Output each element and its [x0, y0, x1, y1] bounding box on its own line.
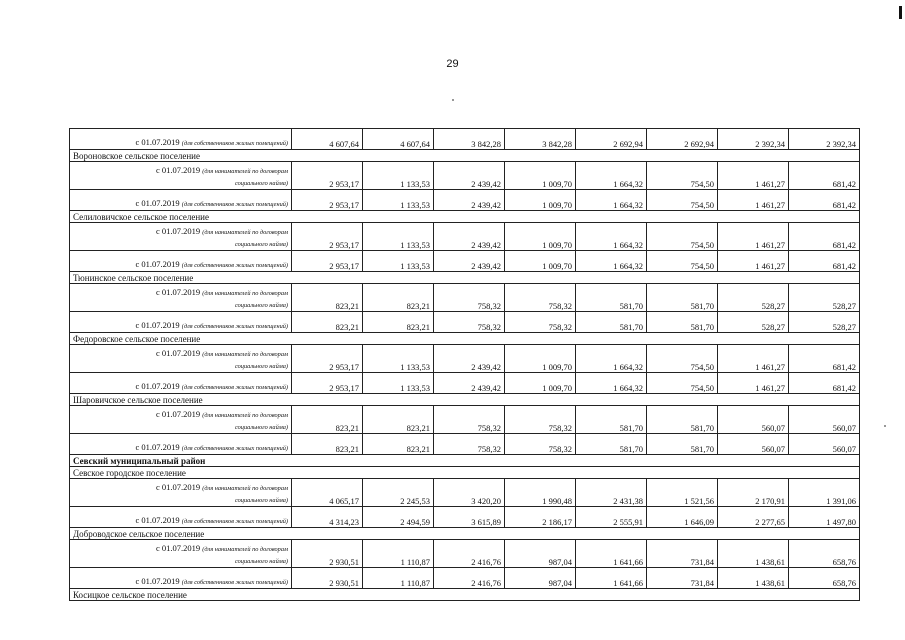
tariff-value: 758,32 [505, 406, 576, 434]
date-label: с 01.07.2019 [135, 381, 180, 391]
tariff-table [69, 128, 860, 601]
category-owners [70, 312, 292, 333]
tariff-value: 2 692,94 [647, 129, 718, 150]
table-row [70, 162, 860, 190]
tariff-value: 987,04 [505, 568, 576, 589]
tariff-value: 4 607,64 [292, 129, 363, 150]
tariff-value: 754,50 [647, 345, 718, 373]
tariff-value: 681,42 [789, 251, 860, 272]
tariff-value: 560,07 [789, 434, 860, 455]
tariff-value: 823,21 [363, 284, 434, 312]
tariff-value: 581,70 [647, 406, 718, 434]
settlement-title: Севское городское поселение [70, 467, 860, 479]
tariff-value: 754,50 [647, 162, 718, 190]
tariff-value: 758,32 [434, 284, 505, 312]
settlement-title: Федоровское сельское поселение [70, 333, 860, 345]
tariff-value: 581,70 [647, 284, 718, 312]
category-note: (для собственников жилых помещений) [181, 201, 288, 208]
category-note: (для нанимателей по договорам [202, 168, 288, 175]
tariff-value: 2 930,51 [292, 568, 363, 589]
category-note: (для нанимателей по договорам [202, 290, 288, 297]
tariff-value: 754,50 [647, 190, 718, 211]
tariff-value: 681,42 [789, 162, 860, 190]
category-note: социального найма) [235, 241, 288, 248]
tariff-value: 2 439,42 [434, 251, 505, 272]
scan-speck [884, 425, 886, 427]
category-renters [70, 345, 292, 373]
settlement-title: Селиловичское сельское поселение [70, 211, 860, 223]
tariff-value: 823,21 [363, 312, 434, 333]
table-row [70, 129, 860, 150]
tariff-value: 2 277,65 [718, 507, 789, 528]
tariff-value: 681,42 [789, 373, 860, 394]
table-row [70, 394, 860, 406]
category-owners [70, 251, 292, 272]
tariff-value: 581,70 [576, 284, 647, 312]
table-row [70, 190, 860, 211]
tariff-value: 823,21 [292, 312, 363, 333]
tariff-value: 581,70 [576, 312, 647, 333]
tariff-value: 1 009,70 [505, 345, 576, 373]
table-row [70, 467, 860, 479]
tariff-value: 1 133,53 [363, 223, 434, 251]
tariff-value: 1 497,80 [789, 507, 860, 528]
date-label: с 01.07.2019 [155, 348, 201, 358]
tariff-value: 758,32 [505, 434, 576, 455]
tariff-value: 581,70 [647, 312, 718, 333]
tariff-value: 528,27 [789, 312, 860, 333]
tariff-value: 2 245,53 [363, 479, 434, 507]
table-row [70, 150, 860, 162]
tariff-value: 581,70 [647, 434, 718, 455]
settlement-title: Косицкое сельское поселение [70, 589, 860, 601]
table-row [70, 568, 860, 589]
category-owners [70, 507, 292, 528]
table-row [70, 211, 860, 223]
tariff-value: 1 461,27 [718, 223, 789, 251]
tariff-value: 731,84 [647, 540, 718, 568]
category-note: (для собственников жилых помещений) [181, 323, 288, 330]
tariff-value: 2 186,17 [505, 507, 576, 528]
table-row [70, 284, 860, 312]
tariff-value: 731,84 [647, 568, 718, 589]
tariff-value: 528,27 [718, 312, 789, 333]
tariff-value: 1 133,53 [363, 251, 434, 272]
tariff-value: 2 953,17 [292, 190, 363, 211]
tariff-value: 823,21 [292, 406, 363, 434]
category-renters [70, 479, 292, 507]
tariff-value: 754,50 [647, 373, 718, 394]
date-label: с 01.07.2019 [135, 137, 180, 147]
tariff-value: 758,32 [434, 434, 505, 455]
tariff-value: 1 009,70 [505, 190, 576, 211]
tariff-value: 1 009,70 [505, 162, 576, 190]
tariff-value: 2 494,59 [363, 507, 434, 528]
category-note: социального найма) [235, 424, 288, 431]
tariff-value: 823,21 [363, 434, 434, 455]
category-owners [70, 568, 292, 589]
date-label: с 01.07.2019 [155, 287, 201, 297]
page-number: 29 [446, 58, 459, 70]
tariff-value: 2 953,17 [292, 162, 363, 190]
tariff-value: 1 110,87 [363, 540, 434, 568]
category-note: (для собственников жилых помещений) [181, 445, 288, 452]
date-label: с 01.07.2019 [135, 515, 180, 525]
tariff-value: 4 065,17 [292, 479, 363, 507]
tariff-value: 754,50 [647, 251, 718, 272]
tariff-value: 754,50 [647, 223, 718, 251]
tariff-value: 2 953,17 [292, 223, 363, 251]
category-renters [70, 162, 292, 190]
tariff-value: 987,04 [505, 540, 576, 568]
tariff-value: 1 664,32 [576, 345, 647, 373]
tariff-value: 658,76 [789, 540, 860, 568]
tariff-value: 3 842,28 [505, 129, 576, 150]
tariff-value: 1 461,27 [718, 190, 789, 211]
tariff-value: 1 133,53 [363, 162, 434, 190]
tariff-value: 560,07 [718, 434, 789, 455]
tariff-value: 758,32 [434, 312, 505, 333]
tariff-value: 1 664,32 [576, 251, 647, 272]
category-renters [70, 406, 292, 434]
tariff-value: 2 416,76 [434, 568, 505, 589]
tariff-value: 2 930,51 [292, 540, 363, 568]
category-note: (для собственников жилых помещений) [181, 140, 288, 147]
table-row [70, 507, 860, 528]
tariff-value: 1 664,32 [576, 373, 647, 394]
settlement-title: Шаровичское сельское поселение [70, 394, 860, 406]
tariff-value: 3 615,89 [434, 507, 505, 528]
tariff-value: 2 439,42 [434, 373, 505, 394]
table-row [70, 272, 860, 284]
tariff-value: 1 521,56 [647, 479, 718, 507]
tariff-value: 2 953,17 [292, 373, 363, 394]
date-label: с 01.07.2019 [155, 543, 201, 553]
date-label: с 01.07.2019 [135, 259, 180, 269]
tariff-value: 2 392,34 [789, 129, 860, 150]
tariff-value: 1 641,66 [576, 568, 647, 589]
category-note: (для собственников жилых помещений) [181, 518, 288, 525]
table-row [70, 434, 860, 455]
table-row [70, 455, 860, 467]
tariff-value: 4 314,23 [292, 507, 363, 528]
table-row [70, 333, 860, 345]
tariff-value: 560,07 [789, 406, 860, 434]
table-row [70, 406, 860, 434]
category-owners [70, 190, 292, 211]
date-label: с 01.07.2019 [135, 576, 180, 586]
tariff-value: 1 461,27 [718, 345, 789, 373]
tariff-value: 1 461,27 [718, 373, 789, 394]
tariff-value: 1 646,09 [647, 507, 718, 528]
table-row [70, 540, 860, 568]
category-note: (для собственников жилых помещений) [181, 262, 288, 269]
tariff-value: 1 664,32 [576, 162, 647, 190]
category-note: (для собственников жилых помещений) [181, 384, 288, 391]
tariff-value: 2 953,17 [292, 345, 363, 373]
tariff-value: 2 439,42 [434, 223, 505, 251]
tariff-value: 528,27 [789, 284, 860, 312]
tariff-value: 658,76 [789, 568, 860, 589]
tariff-value: 758,32 [434, 406, 505, 434]
category-note: социального найма) [235, 302, 288, 309]
tariff-value: 3 420,20 [434, 479, 505, 507]
tariff-value: 528,27 [718, 284, 789, 312]
tariff-value: 2 692,94 [576, 129, 647, 150]
tariff-value: 2 431,38 [576, 479, 647, 507]
category-note: (для нанимателей по договорам [202, 485, 288, 492]
tariff-value: 823,21 [292, 284, 363, 312]
tariff-value: 1 641,66 [576, 540, 647, 568]
category-note: социального найма) [235, 558, 288, 565]
table-row [70, 312, 860, 333]
date-label: с 01.07.2019 [155, 226, 201, 236]
tariff-value: 2 953,17 [292, 251, 363, 272]
settlement-title: Вороновское сельское поселение [70, 150, 860, 162]
category-renters [70, 540, 292, 568]
table-row [70, 223, 860, 251]
category-renters [70, 284, 292, 312]
table-row [70, 373, 860, 394]
category-note: (для нанимателей по договорам [202, 351, 288, 358]
tariff-value: 1 664,32 [576, 190, 647, 211]
tariff-value: 681,42 [789, 190, 860, 211]
tariff-value: 1 009,70 [505, 373, 576, 394]
tariff-value: 560,07 [718, 406, 789, 434]
date-label: с 01.07.2019 [135, 198, 180, 208]
tariff-value: 1 133,53 [363, 373, 434, 394]
tariff-value: 1 009,70 [505, 223, 576, 251]
table-row [70, 528, 860, 540]
table-row [70, 345, 860, 373]
tariff-value: 1 438,61 [718, 568, 789, 589]
category-note: социального найма) [235, 363, 288, 370]
tariff-value: 2 439,42 [434, 190, 505, 211]
category-note: (для нанимателей по договорам [202, 412, 288, 419]
date-label: с 01.07.2019 [135, 320, 180, 330]
tariff-value: 1 664,32 [576, 223, 647, 251]
tariff-value: 1 461,27 [718, 162, 789, 190]
tariff-value: 2 170,91 [718, 479, 789, 507]
category-note: социального найма) [235, 497, 288, 504]
category-note: (для собственников жилых помещений) [181, 579, 288, 586]
tariff-value: 681,42 [789, 345, 860, 373]
tariff-value: 681,42 [789, 223, 860, 251]
category-renters [70, 223, 292, 251]
tariff-value: 1 391,06 [789, 479, 860, 507]
tariff-value: 1 461,27 [718, 251, 789, 272]
tariff-value: 2 416,76 [434, 540, 505, 568]
tariff-value: 823,21 [363, 406, 434, 434]
tariff-value: 2 439,42 [434, 162, 505, 190]
table-row [70, 589, 860, 601]
settlement-title: Доброводское сельское поселение [70, 528, 860, 540]
date-label: с 01.07.2019 [155, 409, 201, 419]
settlement-title: Тюнинское сельское поселение [70, 272, 860, 284]
table-row [70, 251, 860, 272]
tariff-value: 1 009,70 [505, 251, 576, 272]
tariff-value: 1 110,87 [363, 568, 434, 589]
scan-speck [452, 99, 454, 101]
tariff-value: 1 990,48 [505, 479, 576, 507]
tariff-value: 1 133,53 [363, 345, 434, 373]
category-note: социального найма) [235, 180, 288, 187]
tariff-value: 2 555,91 [576, 507, 647, 528]
date-label: с 01.07.2019 [155, 165, 201, 175]
tariff-value: 758,32 [505, 284, 576, 312]
tariff-value: 1 438,61 [718, 540, 789, 568]
scan-edge-mark [899, 6, 902, 19]
category-note: (для нанимателей по договорам [202, 546, 288, 553]
tariff-value: 823,21 [292, 434, 363, 455]
category-owners [70, 373, 292, 394]
table-row [70, 479, 860, 507]
tariff-value: 581,70 [576, 434, 647, 455]
district-title: Севский муниципальный район [70, 455, 860, 467]
tariff-value: 758,32 [505, 312, 576, 333]
tariff-value: 4 607,64 [363, 129, 434, 150]
tariff-value: 2 439,42 [434, 345, 505, 373]
date-label: с 01.07.2019 [155, 482, 201, 492]
category-owners [70, 434, 292, 455]
tariff-value: 2 392,34 [718, 129, 789, 150]
tariff-value: 3 842,28 [434, 129, 505, 150]
date-label: с 01.07.2019 [135, 442, 180, 452]
tariff-value: 581,70 [576, 406, 647, 434]
category-owners [70, 129, 292, 150]
category-note: (для нанимателей по договорам [202, 229, 288, 236]
tariff-value: 1 133,53 [363, 190, 434, 211]
